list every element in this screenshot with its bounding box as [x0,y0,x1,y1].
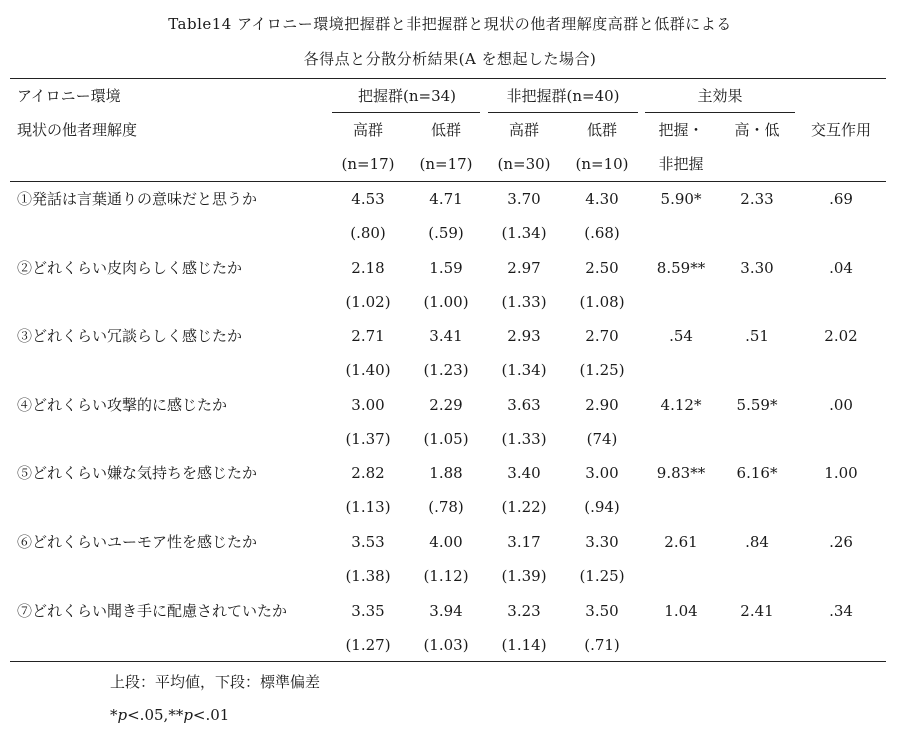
mean-cell: 2.18 [351,259,385,277]
f-highlow-cell: .84 [745,533,769,551]
mean-cell: 4.53 [351,190,385,208]
f-grasp-cell: 9.83** [656,464,706,482]
sd-cell: (1.13) [345,498,391,516]
sig-val-1: <.05, [127,706,169,724]
sd-cell: (1.03) [423,636,469,654]
mean-cell: 2.93 [507,327,541,345]
mean-cell: 3.63 [507,396,541,414]
mean-cell: 3.40 [507,464,541,482]
f-interaction-cell: .34 [829,602,853,620]
mean-cell: 3.23 [507,602,541,620]
sd-cell: (.59) [428,224,464,242]
n-high-grasp: (n=17) [341,155,395,173]
row-label: ②どれくらい皮肉らしく感じたか [17,259,243,277]
f-grasp-cell: 5.90* [660,190,702,208]
mean-cell: 2.50 [585,259,619,277]
main-effect-underline [645,112,795,113]
n-low-grasp: (n=17) [419,155,473,173]
mean-cell: 3.41 [429,327,463,345]
sig-star-1: * [110,706,118,724]
mean-cell: 2.29 [429,396,463,414]
sd-cell: (1.00) [423,293,469,311]
sd-cell: (1.05) [423,430,469,448]
sd-cell: (74) [586,430,618,448]
sd-cell: (.80) [350,224,386,242]
f-highlow-cell: .51 [745,327,769,345]
mean-cell: 3.50 [585,602,619,620]
f-interaction-cell: .26 [829,533,853,551]
f-grasp-cell: 2.61 [664,533,698,551]
sig-p-1: p [117,706,128,724]
mean-cell: 3.30 [585,533,619,551]
group-grasp-underline [332,112,480,113]
mean-cell: 4.00 [429,533,463,551]
mean-cell: 4.30 [585,190,619,208]
f-highlow-cell: 2.33 [740,190,774,208]
subheader-me-highlow: 高・低 [734,121,780,139]
mean-cell: 3.35 [351,602,385,620]
sd-cell: (1.25) [579,361,625,379]
sig-star-2: ** [168,706,184,724]
sd-cell: (1.33) [501,293,547,311]
sd-cell: (1.23) [423,361,469,379]
sd-cell: (1.34) [501,361,547,379]
subheader-high-nongrasp: 高群 [508,121,540,139]
mean-cell: 3.00 [585,464,619,482]
group-grasp-header: 把握群(n=34) [357,87,457,105]
f-highlow-cell: 5.59* [736,396,778,414]
sd-cell: (1.38) [345,567,391,585]
sd-cell: (1.25) [579,567,625,585]
mean-cell: 2.90 [585,396,619,414]
sd-cell: (.71) [584,636,620,654]
f-interaction-cell: .00 [829,396,853,414]
sd-cell: (1.33) [501,430,547,448]
f-highlow-cell: 3.30 [740,259,774,277]
n-high-nongrasp: (n=30) [497,155,551,173]
sd-cell: (1.34) [501,224,547,242]
n-low-nongrasp: (n=10) [575,155,629,173]
f-grasp-cell: 4.12* [660,396,702,414]
table-title-line1: Table14 アイロニー環境把握群と非把握群と現状の他者理解度高群と低群による [168,15,732,33]
mean-cell: 2.71 [351,327,385,345]
subheader-interaction: 交互作用 [810,121,872,139]
mean-cell: 3.94 [429,602,463,620]
row-label: ⑦どれくらい聞き手に配慮されていたか [17,602,288,620]
note-mean-sd: 上段：平均値，下段：標準偏差 [110,673,321,691]
row-label: ⑥どれくらいユーモア性を感じたか [17,533,258,551]
subheader-me-grasp-line2: 非把握 [658,155,704,173]
mean-cell: 3.17 [507,533,541,551]
note-significance [110,706,229,724]
row-label: ⑤どれくらい嫌な気持ちを感じたか [17,464,258,482]
mean-cell: 4.71 [429,190,463,208]
main-effect-header: 主効果 [697,87,743,105]
sd-cell: (1.12) [423,567,469,585]
sd-cell: (.78) [428,498,464,516]
mean-cell: 1.88 [429,464,463,482]
f-interaction-cell: 2.02 [824,327,858,345]
sd-cell: (1.39) [501,567,547,585]
subheader-low-grasp: 低群 [430,121,462,139]
group-nongrasp-underline [488,112,638,113]
sig-val-2: <.01 [192,706,230,724]
row-label: ①発話は言葉通りの意味だと思うか [17,190,258,208]
f-highlow-cell: 6.16* [736,464,778,482]
top-rule [10,78,886,79]
sd-cell: (1.22) [501,498,547,516]
subheader-me-grasp: 把握・ [658,121,704,139]
sd-cell: (1.08) [579,293,625,311]
sd-cell: (1.02) [345,293,391,311]
row-label: ④どれくらい攻撃的に感じたか [17,396,228,414]
bottom-rule [10,661,886,662]
sd-cell: (1.14) [501,636,547,654]
sd-cell: (1.27) [345,636,391,654]
group-nongrasp-header: 非把握群(n=40) [506,87,620,105]
f-grasp-cell: 1.04 [664,602,698,620]
sig-p-2: p [183,706,193,724]
f-grasp-cell: 8.59** [656,259,706,277]
mean-cell: 2.82 [351,464,385,482]
sd-cell: (1.37) [345,430,391,448]
subheader-high-grasp: 高群 [352,121,384,139]
f-highlow-cell: 2.41 [740,602,774,620]
row-label: ③どれくらい冗談らしく感じたか [17,327,243,345]
mean-cell: 2.97 [507,259,541,277]
row-label-understanding: 現状の他者理解度 [17,121,138,139]
header-bottom-rule [10,181,886,182]
row-label-irony-env: アイロニー環境 [17,87,121,105]
f-interaction-cell: .04 [829,259,853,277]
mean-cell: 3.00 [351,396,385,414]
subheader-low-nongrasp: 低群 [586,121,618,139]
sd-cell: (1.40) [345,361,391,379]
mean-cell: 3.53 [351,533,385,551]
f-interaction-cell: .69 [829,190,853,208]
sd-cell: (.94) [584,498,620,516]
mean-cell: 3.70 [507,190,541,208]
sd-cell: (.68) [584,224,620,242]
mean-cell: 2.70 [585,327,619,345]
table-title-line2: 各得点と分散分析結果(A を想起した場合) [303,50,597,68]
f-grasp-cell: .54 [669,327,693,345]
mean-cell: 1.59 [429,259,463,277]
f-interaction-cell: 1.00 [824,464,858,482]
